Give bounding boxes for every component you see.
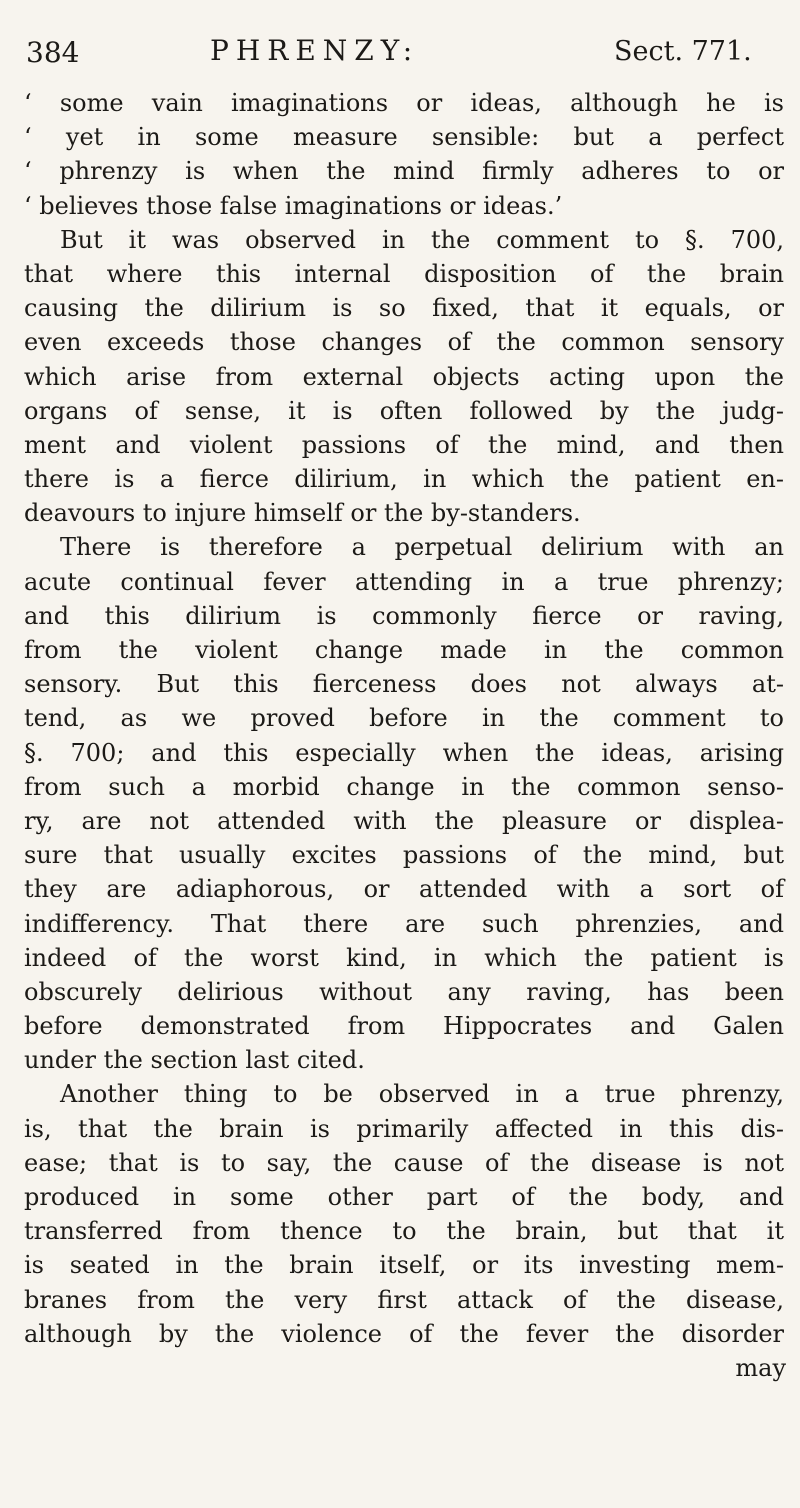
text-line: ‘ some vain imaginations or ideas, although he is (24, 89, 784, 117)
paragraph-start-line: There is therefore a perpetual delirium with an (60, 533, 784, 562)
text-line: is seated in the brain itself, or its investing mem- (24, 1251, 784, 1280)
text-line: produced in some other part of the body, and (24, 1183, 784, 1211)
text-line: which arise from external objects acting upon the (24, 362, 784, 391)
body-text (24, 86, 792, 1385)
text-line: ease; that is to say, the cause of the disease is not (24, 1148, 784, 1177)
text-line: §. 700; and this especially when the ideas, arising (24, 738, 784, 767)
running-title: PHRENZY: (210, 34, 420, 67)
text-line: from such a morbid change in the common senso- (24, 772, 784, 801)
text-line: transferred from thence to the brain, but that it (24, 1217, 784, 1246)
text-line: even exceeds those changes of the common sensory (24, 328, 784, 357)
text-line: sensory. But this fierceness does not always at- (24, 670, 784, 699)
text-line: causing the dilirium is so fixed, that it equals, or (24, 294, 784, 323)
text-line: from the violent change made in the common (24, 636, 784, 664)
catchword: may (735, 1353, 786, 1382)
text-line: under the section last cited. (24, 1046, 365, 1075)
text-line: ry, are not attended with the pleasure or displea- (24, 806, 784, 835)
text-line: obscurely delirious without any raving, has been (24, 977, 784, 1006)
text-line: ‘ believes those false imaginations or ideas.’ (24, 191, 563, 220)
text-line: ment and violent passions of the mind, and then (24, 430, 784, 459)
page-number: 384 (26, 36, 80, 69)
text-line: although by the violence of the fever the disorder (24, 1319, 784, 1348)
text-line: deavours to injure himself or the by-standers. (24, 499, 581, 528)
text-line: branes from the very first attack of the disease, (24, 1285, 784, 1314)
text-line: tend, as we proved before in the comment to (24, 704, 784, 733)
text-line: ‘ yet in some measure sensible: but a perfect (24, 123, 784, 152)
text-line: indeed of the worst kind, in which the patient is (24, 943, 784, 972)
text-line: organs of sense, it is often followed by the judg- (24, 396, 784, 425)
paragraph-start-line: Another thing to be observed in a true phrenzy, (60, 1080, 784, 1109)
text-line: indifferency. That there are such phrenzies, and (24, 909, 784, 938)
text-line: is, that the brain is primarily affected in this dis- (24, 1114, 784, 1143)
page-header (26, 34, 770, 78)
text-line: that where this internal disposition of the brain (24, 259, 784, 288)
text-line: and this dilirium is commonly fierce or raving, (24, 601, 784, 630)
text-line: acute continual fever attending in a true phrenzy; (24, 567, 784, 596)
text-line: there is a fierce dilirium, in which the patient en- (24, 465, 784, 494)
text-line: sure that usually excites passions of the mind, but (24, 841, 784, 870)
section-reference: Sect. 771. (614, 36, 752, 67)
text-line: they are adiaphorous, or attended with a sort of (24, 875, 784, 904)
text-line: ‘ phrenzy is when the mind firmly adheres to or (24, 157, 784, 186)
paragraph-start-line: But it was observed in the comment to §. 700, (60, 225, 784, 254)
text-line: before demonstrated from Hippocrates and Galen (24, 1012, 784, 1041)
